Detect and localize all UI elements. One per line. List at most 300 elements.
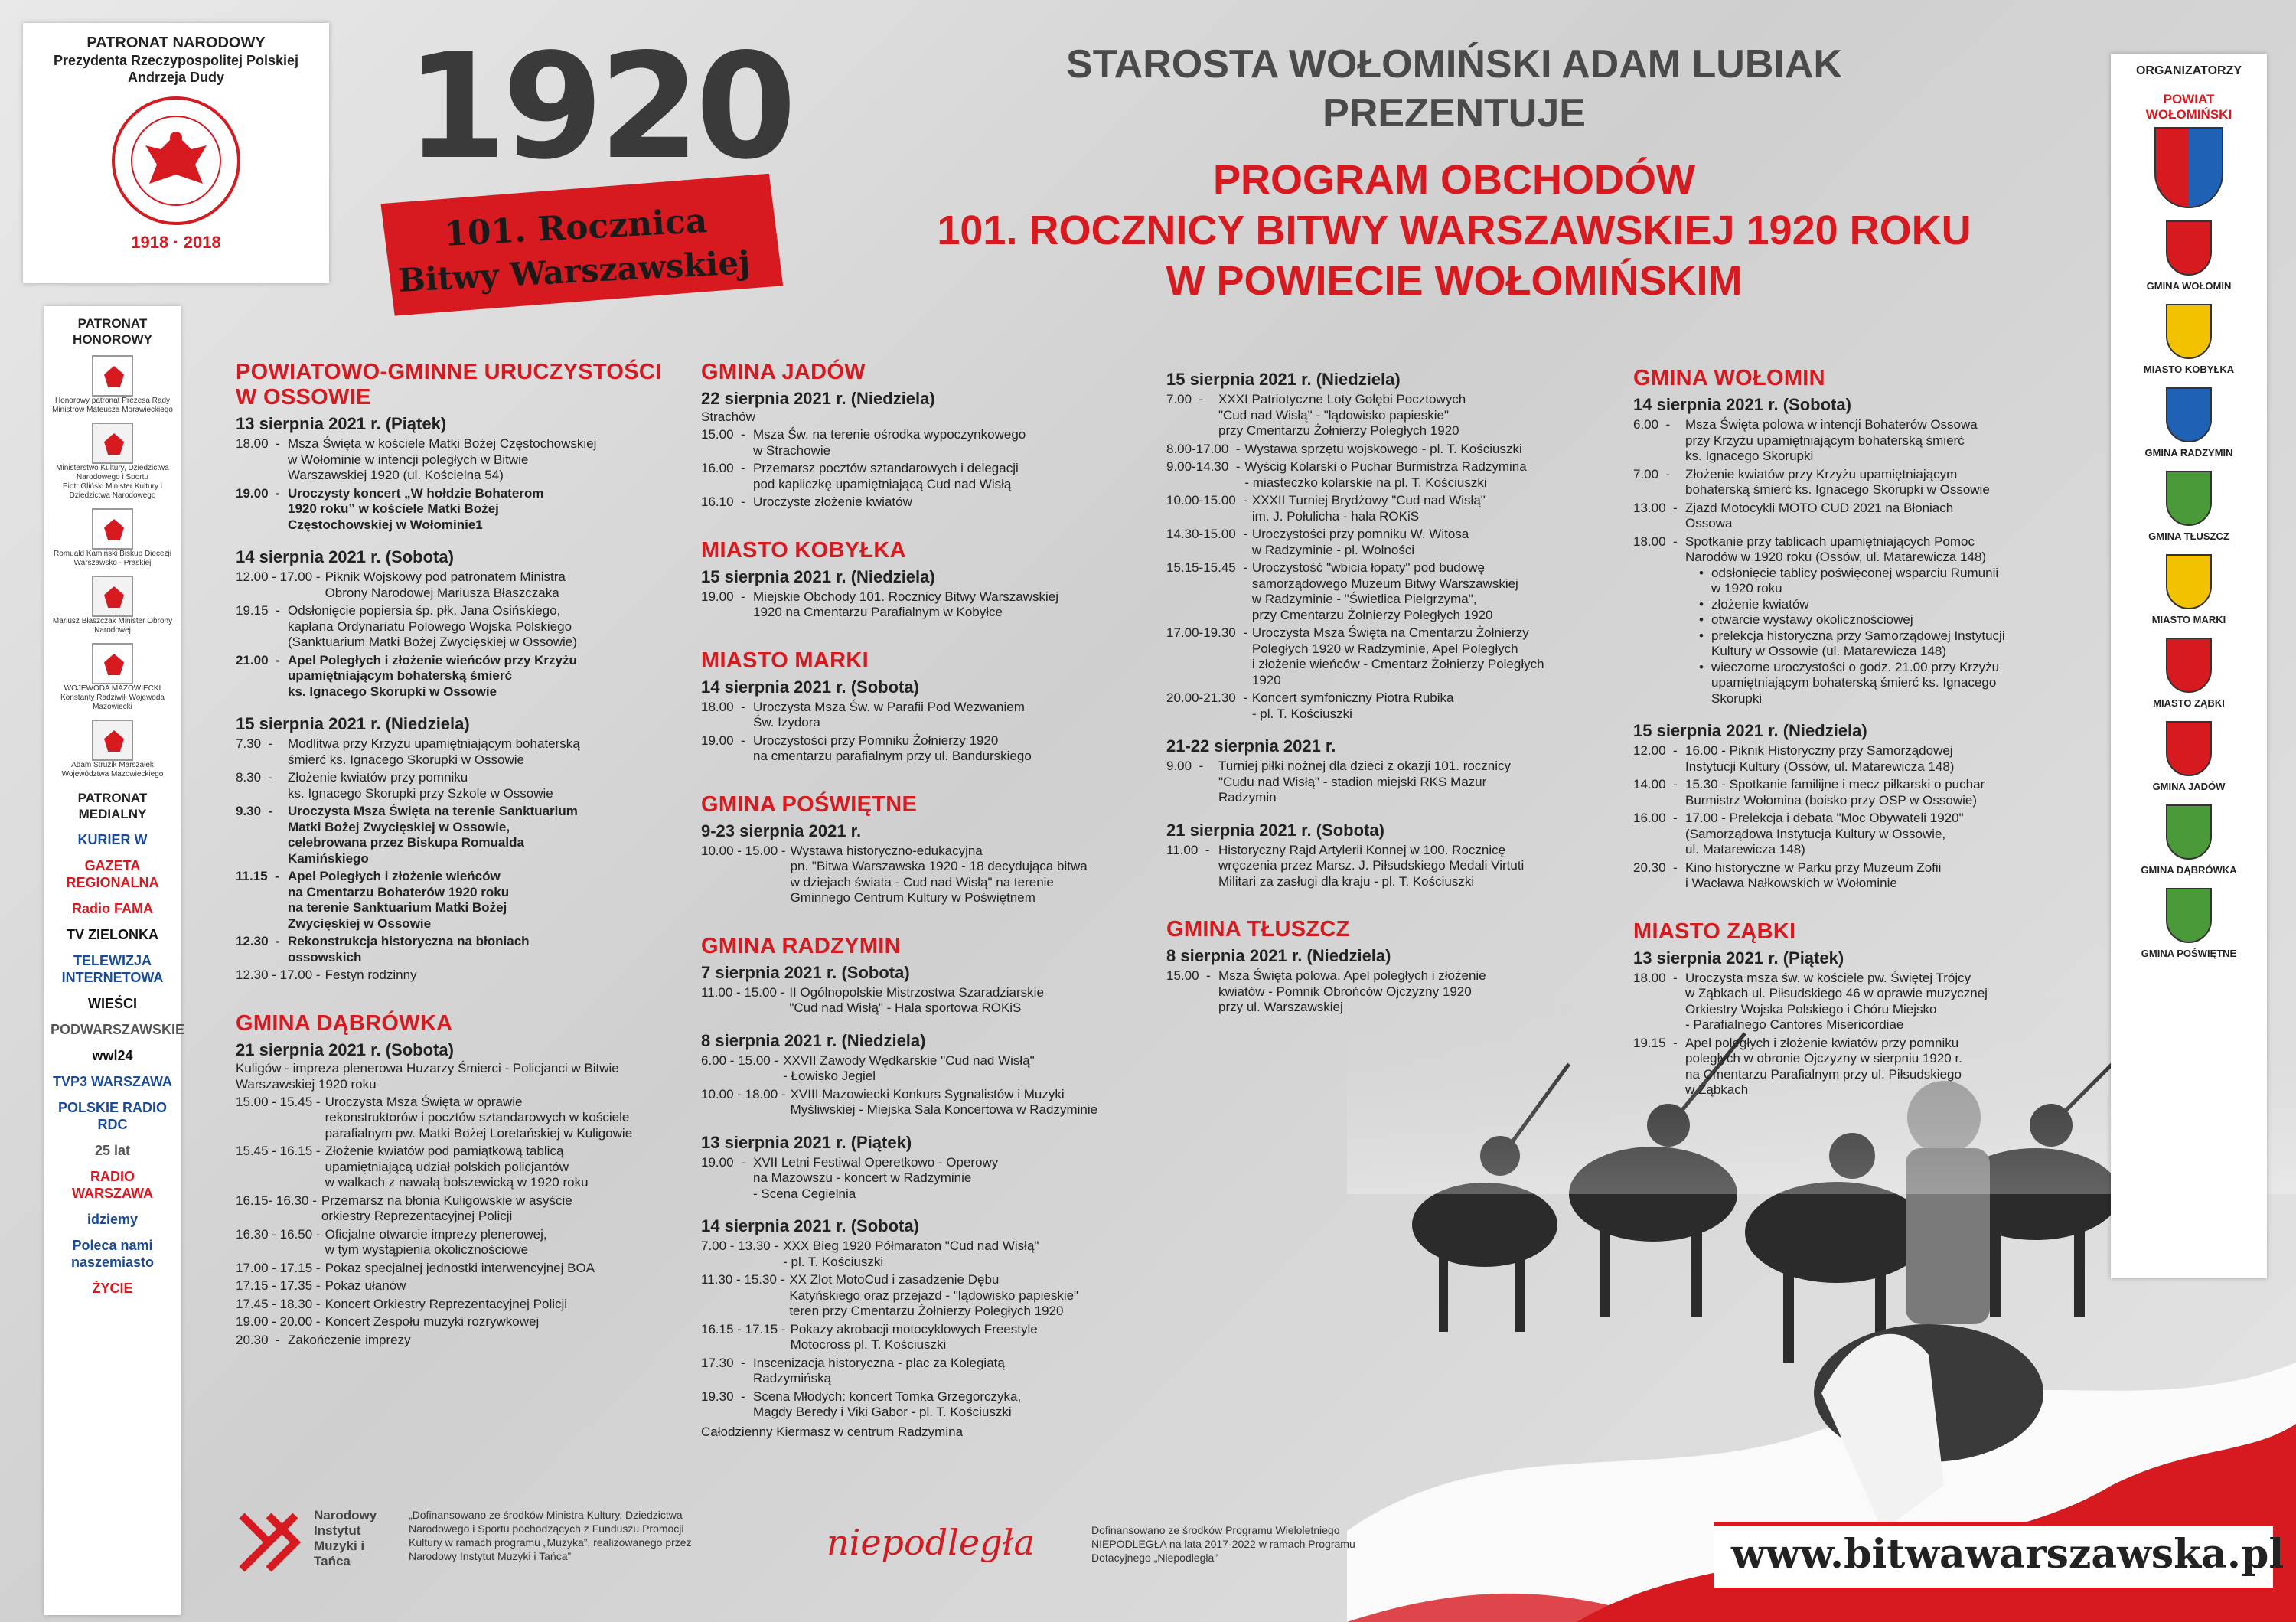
event-time: 16.00 - [1633, 811, 1678, 825]
event-row [1633, 860, 2092, 892]
media-patron-logo: TVP3 WARSZAWA [52, 1074, 172, 1089]
event-row [701, 1272, 1114, 1320]
patron-subtitle: Piotr Gliński Minister Kultury i Dziedzictwa Narodowego [62, 482, 163, 500]
media-patron-logo: wwl24 [92, 1048, 133, 1063]
event-time: 19.00 - 20.00 - [236, 1314, 321, 1329]
event-text: 16.00 - Piknik Historyczny przy Samorządowej Instytucji Kultury (Ossów, ul. Matarewicza 148) [1685, 743, 1955, 774]
powiat-crest-icon [2154, 127, 2223, 208]
event-text: Zjazd Motocykli MOTO CUD 2021 na Błoniach Ossowa [1685, 500, 1954, 530]
event-text: Zakończenie imprezy [288, 1332, 411, 1347]
patron-name: Romuald Kamiński Biskup Diecezji Warszawsko - Praskiej [54, 550, 171, 567]
event-time: 14.00 - [1633, 777, 1678, 791]
event-time: 17.15 - 17.35 - [236, 1278, 321, 1293]
event-row [701, 1389, 1114, 1421]
event-text: XXXI Patriotyczne Loty Gołębi Pocztowych "Cud nad Wisłą" - "lądowisko papieskie" przy Cmentarzu Żołnierzy Poległych 1920 [1218, 392, 1466, 438]
event-text: Uroczysta Msza Święta w oprawie rekonstruktorów i pocztów sztandarowych w kościele parafialnym pw. Matki Bożej Loretańskiej w Kuligowie [325, 1094, 633, 1141]
event-text: Spotkanie przy tablicach upamiętniających Pomoc Narodów w 1920 roku (Ossów, ul. Matarewicza 148) [1685, 534, 1987, 564]
event-text: Apel Poległych i złożenie wieńców na Cmentarzu Bohaterów 1920 roku na terenie Sanktuarium Matki Bożej Zwycięskiej w Ossowie [288, 869, 510, 931]
patron-subtitle: Konstanty Radziwiłł Wojewoda Mazowiecki [60, 694, 165, 711]
organizers-sidebar [2111, 54, 2267, 1278]
patron-emblem-icon [92, 423, 133, 464]
event-row [236, 436, 672, 484]
event-text: Uroczysta Msza Święta na Cmentarzu Żołnierzy Poległych 1920 w Radzyminie, Apel Poległych i złożenie wieńców - Cmentarz Żołnierzy Poległych 1920 [1251, 625, 1544, 687]
date-heading: 7 sierpnia 2021 r. (Sobota) [701, 962, 910, 982]
organizer-item [2115, 721, 2262, 792]
program-column-3 [1166, 366, 1595, 1043]
date-heading: 9-23 sierpnia 2021 r. [701, 821, 862, 840]
poster-header [811, 40, 2097, 306]
date-heading: 14 sierpnia 2021 r. (Sobota) [236, 547, 454, 566]
media-patron-logo: KURIER W [77, 832, 148, 847]
date-heading: 21 sierpnia 2021 r. (Sobota) [236, 1039, 454, 1059]
program-section [701, 648, 1114, 775]
event-row [1633, 811, 2092, 858]
event-row [236, 486, 672, 534]
program-section [701, 934, 1114, 1451]
date-heading: 13 sierpnia 2021 r. (Piątek) [236, 414, 447, 433]
event-row [236, 804, 672, 866]
anniversary-line2: Bitwy Warszawskiej [397, 243, 752, 300]
organizer-label: GMINA TŁUSZCZ [2148, 530, 2229, 542]
section-heading: GMINA DĄBRÓWKA [236, 1010, 453, 1036]
event-row [1633, 534, 2092, 566]
event-text: Msza Święta polowa. Apel poległych i złożenie kwiatów - Pomnik Obrońców Ojczyzny 1920 przy ul. Warszawskiej [1218, 968, 1486, 1014]
patronat-narodowy-years: 1918 · 2018 [131, 233, 221, 252]
program-section [1633, 919, 2092, 1109]
event-text: 17.00 - Prelekcja i debata "Moc Obywateli 1920" (Samorządowa Instytucja Kultury w Ossowie, ul. Matarewicza 148) [1685, 811, 1964, 857]
organizer-label: MIASTO ZĄBKI [2153, 697, 2225, 709]
event-row [701, 1239, 1114, 1270]
media-patron-logo: RADIO WARSZAWA [72, 1169, 153, 1201]
event-row [236, 1095, 672, 1142]
event-row [1633, 743, 2092, 775]
event-time: 7.00 - [1166, 392, 1204, 406]
date-heading: 8 sierpnia 2021 r. (Niedziela) [701, 1030, 926, 1050]
patron-name: Adam Struzik Marszałek Województwa Mazowieckiego [61, 761, 164, 778]
niim-name: Narodowy Instytut Muzyki i Tańca [314, 1508, 377, 1568]
section-heading: MIASTO ZĄBKI [1633, 919, 1796, 944]
event-text: Przemarsz pocztów sztandarowych i delegacji pod kapliczkę upamiętniającą Cud nad Wisłą [753, 461, 1019, 491]
event-time: 18.00 - [1633, 534, 1678, 549]
event-time: 10.00 - 18.00 - [701, 1086, 786, 1101]
event-time: 19.15 - [1633, 1035, 1678, 1050]
niepodleglosc-seal-icon [99, 92, 253, 230]
event-time: 11.00 - 15.00 - [701, 984, 785, 1000]
event-time: 11.15 - [236, 869, 279, 883]
event-row [236, 1278, 672, 1294]
program-section [701, 360, 1114, 521]
event-text: Oficjalne otwarcie imprezy plenerowej, w tym wystąpienia okolicznościowe [325, 1226, 547, 1257]
organizer-label: GMINA JADÓW [2152, 781, 2226, 792]
event-text: XVIII Mazowiecki Konkurs Sygnalistów i Muzyki Myśliwskiej - Miejska Sala Koncertowa w Radzyminie [790, 1086, 1098, 1117]
event-time: 6.00 - [1633, 417, 1671, 432]
event-time: 7.00 - [1633, 466, 1671, 481]
event-text: Historyczny Rajd Artylerii Konnej w 100. Rocznicę wręczenia przez Marsz. J. Piłsudskiego Medali Virtuti Militari za zasługi dla kraju - pl. T. Kościuszki [1218, 842, 1525, 889]
event-time: 12.30 - 17.00 - [236, 968, 321, 982]
event-text: Uroczysty koncert „W hołdzie Bohaterom 1920 roku” w kościele Matki Bożej Częstochowskiej w Wołominie1 [288, 485, 544, 532]
event-text: Apel Poległych i złożenie wieńców przy Krzyżu upamiętniającym bohaterską śmierć ks. Ignacego Skorupki w Ossowie [288, 652, 577, 699]
organizers-heading: ORGANIZATORZY [2135, 64, 2242, 77]
patron-name: Honorowy patronat Prezesa Rady Ministrów Mateusza Morawieckiego [52, 397, 173, 414]
event-text: 15.30 - Spotkanie familijne i mecz piłkarski o puchar Burmistrz Wołomina (boisko przy OSP w Ossowie) [1685, 777, 1985, 808]
event-text: Złożenie kwiatów przy Krzyżu upamiętniającym bohaterską śmierć ks. Ignacego Skorupki w Ossowie [1685, 466, 1990, 497]
event-row [701, 589, 1114, 621]
organizer-item [2115, 888, 2262, 959]
event-time: 16.30 - 16.50 - [236, 1226, 321, 1242]
event-time: 18.00 - [1633, 970, 1678, 985]
event-time: 8.00-17.00 - [1166, 441, 1241, 456]
event-text: Złożenie kwiatów pod pamiątkową tablicą upamiętniającą udział polskich policjantów w walkach z nawałą bolszewicką w 1920 roku [325, 1144, 589, 1190]
media-patron-logo: PODWARSZAWSKIE [51, 1022, 185, 1037]
event-time: 18.00 - [701, 699, 745, 714]
event-time: 15.00 - [1166, 968, 1211, 983]
event-text: Piknik Wojskowy pod patronatem Ministra Obrony Narodowej Mariusza Błaszczaka [325, 569, 566, 600]
event-time: 12.00 - [1633, 743, 1678, 758]
patronat-honorowy-heading: PATRONAT HONOROWY [73, 316, 152, 347]
media-patron-logo: ŻYCIE [92, 1281, 133, 1296]
event-time: 10.00 - 15.00 - [701, 843, 786, 858]
event-time: 12.30 - [236, 934, 280, 948]
event-text: Modlitwa przy Krzyżu upamiętniającym bohaterską śmierć ks. Ignacego Skorupki w Ossowie [288, 736, 580, 767]
event-text: Festyn rodzinny [325, 968, 417, 982]
event-bullet: • odsłonięcie tablicy poświęconej wsparciu Rumunii w 1920 roku [1699, 566, 2092, 597]
niim-logo-block [234, 1508, 724, 1592]
event-text: XXXII Turniej Brydżowy "Cud nad Wisłą" im. J. Połulicha - hala ROKiS [1251, 493, 1486, 524]
program-column-2 [701, 360, 1114, 1467]
gmina-crest-icon [2166, 220, 2212, 276]
event-row [1633, 417, 2092, 465]
program-column-4 [1633, 366, 2092, 1126]
day-note: Kuligów - impreza plenerowa Huzarzy Śmierci - Policjanci w Bitwie Warszawskiej 1920 roku [236, 1060, 619, 1092]
event-time: 15.15-15.45 - [1166, 560, 1247, 575]
patron-name: WOJEWODA MAZOWIECKI [64, 684, 161, 693]
event-row [701, 1322, 1114, 1353]
event-bullet: • złożenie kwiatów [1699, 597, 2092, 613]
event-time: 19.00 - [701, 733, 745, 748]
event-time: 7.30 - [236, 736, 273, 751]
event-time: 10.00-15.00 - [1166, 493, 1247, 507]
media-patron-logo: Poleca nami naszemiasto [70, 1238, 155, 1270]
date-heading: 15 sierpnia 2021 r. (Niedziela) [701, 566, 935, 586]
event-time: 6.00 - 15.00 - [701, 1053, 779, 1068]
program-title-3: W POWIECIE WOŁOMIŃSKIM [1166, 258, 1743, 304]
event-time: 15.00 - 15.45 - [236, 1094, 321, 1109]
event-time: 12.00 - 17.00 - [236, 569, 321, 584]
event-text: Koncert Orkiestry Reprezentacyjnej Policji [325, 1296, 568, 1311]
event-row [236, 653, 672, 700]
program-section [701, 792, 1114, 917]
event-time: 20.30 - [236, 1332, 280, 1347]
gmina-crest-icon [2166, 888, 2212, 943]
organizer-item [2115, 638, 2262, 709]
honorary-patron [51, 576, 174, 635]
event-row [236, 569, 672, 601]
day-note: Strachów [701, 410, 755, 424]
event-time: 9.00-14.30 - [1166, 459, 1241, 474]
event-time: 9.00 - [1166, 759, 1204, 773]
program-section [1166, 917, 1595, 1026]
event-text: Scena Młodych: koncert Tomka Grzegorczyka, Magdy Beredy i Viki Gabor - pl. T. Kościuszki [753, 1389, 1022, 1419]
section-heading: MIASTO KOBYŁKA [701, 537, 906, 563]
event-time: 15.00 - [701, 427, 745, 442]
date-heading: 8 sierpnia 2021 r. (Niedziela) [1166, 946, 1391, 965]
event-row [1166, 968, 1595, 1016]
event-row [701, 733, 1114, 765]
event-bullet: • wieczorne uroczystości o godz. 21.00 przy Krzyżu upamiętniającym bohaterską śmierć ks. Ignacego Skorupki [1699, 660, 2092, 707]
gmina-crest-icon [2166, 804, 2212, 860]
event-row [1166, 843, 1595, 890]
event-time: 19.00 - [701, 1154, 745, 1170]
event-time: 17.00 - 17.15 - [236, 1260, 321, 1275]
media-patron-logo: TV ZIELONKA [67, 927, 158, 942]
event-text: Koncert symfoniczny Piotra Rubika - pl. T. Kościuszki [1251, 690, 1454, 721]
event-time: 19.15 - [236, 603, 280, 618]
event-time: 16.15 - 17.15 - [701, 1321, 786, 1336]
event-time: 15.45 - 16.15 - [236, 1144, 321, 1158]
event-row [236, 1227, 672, 1258]
niim-funding-text: „Dofinansowano ze środków Ministra Kultury, Dziedzictwa Narodowego i Sportu pochodzących z Funduszu Promocji Kultury w ramach programu „Muzyka”, realizowanego przez Narodowy Instytut Muzyki i Tańca” [409, 1509, 692, 1562]
event-time: 7.00 - 13.30 - [701, 1239, 779, 1253]
event-text: XVII Letni Festiwal Operetkowo - Operowy na Mazowszu - koncert w Radzyminie - Scena Cegielnia [753, 1154, 999, 1201]
section-heading: MIASTO MARKI [701, 648, 869, 673]
organizer-item [2115, 554, 2262, 625]
gmina-crest-icon [2166, 471, 2212, 526]
event-text: Inscenizacja historyczna - plac za Kolegiatą Radzymińską [753, 1355, 1005, 1385]
event-text: Wyścig Kolarski o Puchar Burmistrza Radzymina - miasteczko kolarskie na pl. T. Kościuszki [1244, 459, 1527, 490]
honorary-patron [51, 720, 174, 779]
organizer-label: GMINA WOŁOMIN [2146, 280, 2232, 292]
event-text: Uroczysta Msza Święta na terenie Sanktuarium Matki Bożej Zwycięskiej w Ossowie, celebrowana przez Biskupa Romualda Kamińskiego [288, 804, 578, 866]
program-section [701, 538, 1114, 632]
program-title-1: PROGRAM OBCHODÓW [1213, 157, 1695, 203]
date-heading: 22 sierpnia 2021 r. (Niedziela) [701, 389, 935, 408]
event-row [1166, 493, 1595, 524]
gmina-crest-icon [2166, 721, 2212, 776]
event-text: Kino historyczne w Parku przy Muzeum Zofii i Wacława Nałkowskich w Wołominie [1685, 860, 1942, 890]
event-row [701, 1053, 1114, 1085]
event-row [701, 1087, 1114, 1118]
event-row [701, 844, 1114, 906]
patron-name: Mariusz Błaszczak Minister Obrony Narodowej [52, 617, 173, 635]
patronat-medialny-heading: PATRONAT MEDIALNY [77, 791, 148, 821]
event-row [236, 1333, 672, 1349]
event-text: II Ogólnopolskie Mistrzostwa Szaradziarskie "Cud nad Wisłą" - Hala sportowa ROKiS [789, 984, 1044, 1015]
organizer-label: GMINA RADZYMIN [2144, 447, 2233, 459]
event-row [1633, 777, 2092, 808]
organizer-label: MIASTO KOBYŁKA [2143, 364, 2235, 375]
event-row [1633, 1036, 2092, 1098]
event-text: Koncert Zespołu muzyki rozrywkowej [325, 1314, 540, 1329]
event-text: Pokaz ułanów [325, 1278, 406, 1293]
media-patron-logo: GAZETA REGIONALNA [66, 858, 159, 890]
event-text: Wystawa historyczno-edukacyjna pn. "Bitwa Warszawska 1920 - 18 decydująca bitwa w dziejach świata - Cud nad Wisłą" na terenie Gminnego Centrum Kultury w Poświętnem [790, 843, 1088, 905]
section-heading: GMINA JADÓW [701, 360, 866, 384]
event-time: 16.15- 16.30 - [236, 1193, 317, 1208]
honorary-patron [51, 643, 174, 712]
event-time: 19.00 - [236, 485, 280, 501]
patronat-narodowy-president: Prezydenta Rzeczypospolitej Polskiej [53, 53, 299, 68]
patron-emblem-icon [92, 508, 133, 550]
event-row [1166, 527, 1595, 558]
event-row [1633, 467, 2092, 498]
event-time: 14.30-15.00 - [1166, 527, 1247, 541]
event-text: Przemarsz na błonia Kuligowskie w asyście orkiestry Reprezentacyjnej Policji [321, 1193, 572, 1223]
event-text: Pokazy akrobacji motocyklowych Freestyle Motocross pl. T. Kościuszki [790, 1321, 1038, 1352]
event-text: Rekonstrukcja historyczna na błoniach ossowskich [288, 934, 530, 964]
event-row [1166, 625, 1595, 688]
event-text: Uroczystości przy Pomniku Żołnierzy 1920 na cmentarzu parafialnym przy ul. Bandurskiego [753, 733, 1032, 763]
event-text: Msza Św. na terenie ośrodka wypoczynkowego w Strachowie [753, 427, 1026, 458]
event-time: 11.30 - 15.30 - [701, 1272, 785, 1287]
website-url[interactable] [1714, 1522, 2285, 1588]
event-row [236, 869, 672, 932]
event-row [1633, 971, 2092, 1033]
event-time: 11.00 - [1166, 842, 1210, 857]
patronat-narodowy-panel [23, 23, 329, 283]
event-text: Pokaz specjalnej jednostki interwencyjnej BOA [325, 1260, 595, 1275]
event-time: 18.00 - [236, 436, 280, 451]
date-heading: 15 sierpnia 2021 r. (Niedziela) [1633, 721, 1867, 740]
media-patron-logo: TELEWIZJA INTERNETOWA [61, 953, 164, 985]
event-text: XX Zlot MotoCud i zasadzenie Dębu Katyńskiego oraz przejazd - "lądowisko papieskie" teren przy Cmentarzu Żołnierzy Poległych 1920 [789, 1272, 1079, 1318]
event-row [236, 736, 672, 768]
event-row [236, 770, 672, 801]
event-text: Uroczystość "wbicia łopaty" pod budowę samorządowego Muzeum Bitwy Warszawskiej w Radzyminie - "Świetlica Pielgrzyma", przy Cmentarzu Żołnierzy Poległych 1920 [1251, 560, 1518, 622]
patron-name: Ministerstwo Kultury, Dziedzictwa Narodowego i Sportu [56, 464, 169, 481]
media-patron-logo: Radio FAMA [72, 901, 153, 916]
event-text: Uroczystości przy pomniku W. Witosa w Radzyminie - pl. Wolności [1251, 527, 1469, 557]
section-heading: GMINA WOŁOMIN [1633, 366, 1825, 390]
event-text: Odsłonięcie popiersia śp. płk. Jana Osińskiego, kapłana Ordynariatu Polowego Wojska Polskiego (Sanktuarium Matki Bożej Zwycięskiej w Ossowie) [288, 603, 577, 649]
program-title-2: 101. ROCZNICY BITWY WARSZAWSKIEJ 1920 ROKU [937, 207, 1971, 253]
day-footer: Całodzienny Kiermasz w centrum Radzymina [701, 1424, 964, 1439]
event-time: 13.00 - [1633, 500, 1678, 515]
event-row [701, 461, 1114, 492]
organizer-label: MIASTO MARKI [2151, 614, 2226, 625]
patronat-narodowy-name: Andrzeja Dudy [127, 70, 225, 85]
event-time: 16.00 - [701, 461, 745, 475]
website-url-text[interactable]: www.bitwawarszawska.pl [1731, 1531, 2285, 1578]
event-time: 20.30 - [1633, 860, 1678, 875]
organizer-label: GMINA POŚWIĘTNE [2141, 948, 2237, 959]
gmina-crest-icon [2166, 304, 2212, 359]
event-text: Miejskie Obchody 101. Rocznicy Bitwy Warszawskiej 1920 na Cmentarzu Parafialnym w Kobyłce [753, 589, 1058, 619]
event-row [1633, 501, 2092, 532]
organizer-item [2115, 387, 2262, 459]
anniversary-line1: 101. Rocznica [442, 201, 709, 254]
program-section [236, 1011, 672, 1359]
patronat-narodowy-title: PATRONAT NARODOWY [86, 34, 266, 51]
left-sidebar [44, 306, 185, 1615]
event-text: XXVII Zawody Wędkarskie "Cud nad Wisłą" - Łowisko Jegiel [783, 1053, 1035, 1083]
organizer-list [2115, 220, 2262, 959]
event-row [1166, 392, 1595, 439]
event-row [701, 427, 1114, 459]
presents-line: PREZENTUJE [1322, 91, 1586, 135]
event-row [236, 934, 672, 965]
date-heading: 21 sierpnia 2021 r. (Sobota) [1166, 820, 1384, 840]
event-row [236, 1193, 672, 1225]
event-time: 17.30 - [701, 1355, 745, 1370]
organizer-label: GMINA DĄBRÓWKA [2141, 864, 2237, 876]
date-heading: 21-22 sierpnia 2021 r. [1166, 736, 1336, 756]
event-row [701, 985, 1114, 1017]
date-heading: 13 sierpnia 2021 r. (Piątek) [1633, 948, 1844, 968]
section-heading: GMINA TŁUSZCZ [1166, 917, 1350, 942]
date-heading: 14 sierpnia 2021 r. (Sobota) [1633, 395, 1851, 414]
event-text: Msza Święta w kościele Matki Bożej Częstochowskiej w Wołominie w intencji poległych w Bitwie Warszawskiej 1920 (ul. Kościelna 54) [288, 436, 597, 482]
event-row [1166, 459, 1595, 491]
event-row [236, 968, 672, 984]
event-row [1166, 690, 1595, 722]
patron-emblem-icon [92, 576, 133, 617]
event-bullet: • otwarcie wystawy okolicznościowej [1699, 612, 2092, 628]
event-text: Uroczysta msza św. w kościele pw. Świętej Trójcy w Ząbkach ul. Piłsudskiego 46 w oprawie muzycznej Orkiestry Wojska Polskiego i Chóru Miejsko - Parafialnego Cantores Misericordiae [1685, 970, 1988, 1032]
event-time: 19.30 - [701, 1389, 745, 1404]
program-section [236, 360, 672, 994]
program-section [1633, 366, 2092, 902]
event-row [1166, 560, 1595, 623]
event-row [236, 1144, 672, 1191]
honorary-patron [51, 508, 174, 568]
honorary-patron [51, 423, 174, 501]
event-row [236, 603, 672, 651]
event-time: 16.10 - [701, 494, 745, 509]
event-time: 20.00-21.30 - [1166, 690, 1247, 705]
event-text: Msza Święta polowa w intencji Bohaterów Ossowa przy Krzyżu upamiętniającym bohaterską śmierć ks. Ignacego Skorupki [1685, 417, 1978, 463]
event-time: 8.30 - [236, 770, 273, 785]
organizer-powiat [2115, 92, 2262, 208]
event-row [701, 494, 1114, 511]
event-row [236, 1314, 672, 1330]
event-time: 9.30 - [236, 804, 273, 818]
event-time: 17.00-19.30 - [1166, 625, 1247, 640]
honorary-patrons-list [51, 355, 174, 779]
event-text: Apel poległych i złożenie kwiatów przy pomniku poległych w obronie Ojczyzny w sierpniu 1920 r. na Cmentarzu Parafialnym przy ul. Piłsudskiego w Ząbkach [1685, 1035, 1962, 1097]
niepodlegla-funding-text: Dofinansowano ze środków Programu Wieloletniego NIEPODLEGŁA na lata 2017-2022 w ramach Programu Dotacyjnego „Niepodległa” [1091, 1524, 1355, 1564]
event-bullet: • prelekcja historyczna przy Samorządowej Instytucji Kultury w Ossowie (ul. Matarewicza 148) [1699, 628, 2092, 660]
media-patrons-list [51, 831, 185, 1297]
gmina-crest-icon [2166, 387, 2212, 442]
section-heading: GMINA POŚWIĘTNE [701, 791, 918, 817]
program-column-1 [236, 360, 672, 1376]
section-heading: POWIATOWO-GMINNE URUCZYSTOŚCI W OSSOWIE [236, 360, 662, 410]
honorary-patron [51, 355, 174, 415]
event-row [236, 1261, 672, 1277]
event-row [1166, 759, 1595, 806]
media-patron-logo: 25 lat [94, 1143, 131, 1158]
media-patron-logo: idziemy [86, 1212, 139, 1227]
event-text: XXX Bieg 1920 Półmaraton "Cud nad Wisłą" - pl. T. Kościuszki [783, 1239, 1039, 1269]
patron-emblem-icon [92, 643, 133, 684]
event-row [701, 1356, 1114, 1387]
event-row [1166, 442, 1595, 458]
media-patron-logo: WIEŚCI [87, 996, 137, 1011]
event-text: Uroczysta Msza Św. w Parafii Pod Wezwaniem Św. Izydora [753, 699, 1025, 729]
date-heading: 13 sierpnia 2021 r. (Piątek) [701, 1132, 912, 1152]
event-row [701, 700, 1114, 731]
event-row [236, 1297, 672, 1313]
anniversary-logo [375, 22, 792, 314]
section-heading: GMINA RADZYMIN [701, 933, 901, 958]
organizer-item [2115, 471, 2262, 542]
date-heading: 15 sierpnia 2021 r. (Niedziela) [1166, 370, 1401, 389]
event-row [701, 1155, 1114, 1203]
gmina-crest-icon [2166, 638, 2212, 693]
event-text: Złożenie kwiatów przy pomniku ks. Ignacego Skorupki przy Szkole w Ossowie [288, 770, 553, 801]
event-time: 21.00 - [236, 652, 280, 667]
organizer-item [2115, 220, 2262, 292]
